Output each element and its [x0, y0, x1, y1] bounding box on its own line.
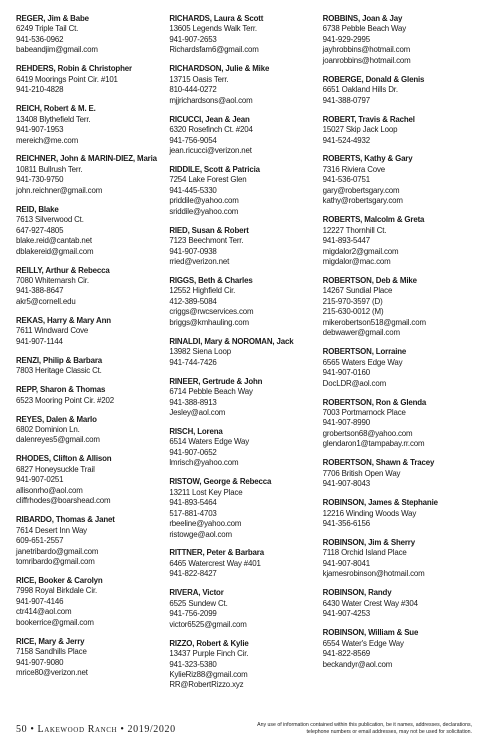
entry-name: REILLY, Arthur & Rebecca: [16, 265, 110, 275]
entry-phone: 941-210-4828: [16, 85, 64, 95]
entry-address: 6320 Rosefinch Ct. #204: [169, 125, 253, 135]
directory-listing: [16, 14, 472, 714]
entry-name: ROBERTSON, Lorraine: [322, 347, 407, 357]
directory-entry: [169, 115, 318, 157]
directory-entry: [323, 398, 472, 450]
entry-name: RIZZO, Robert & Kylie: [169, 638, 249, 648]
entry-email: mjjrichardsons@aol.com: [169, 95, 253, 105]
entry-address: 6249 Triple Tail Ct.: [16, 24, 79, 34]
entry-name: ROBERTSON, Deb & Mike: [322, 276, 417, 286]
entry-address: 6651 Oakland Hills Dr.: [322, 85, 398, 95]
directory-entry: [169, 165, 318, 217]
publication-name: Lakewood Ranch: [37, 724, 118, 735]
footer-disclaimer: Any use of information contained within this publication, be it names, addresses, declarations, telephone numbers or email addresses, may not be used for solicitation.: [257, 722, 472, 735]
entry-email: criggs@rwcservices.com: [169, 307, 254, 317]
directory-entry: [323, 347, 472, 389]
entry-name: RISCH, Lorena: [169, 426, 223, 436]
entry-phone: 941-756-9054: [169, 135, 217, 145]
entry-phone: 941-536-0751: [322, 175, 370, 185]
entry-name: REKAS, Harry & Mary Ann: [16, 315, 111, 325]
entry-address: 13211 Lost Key Place: [169, 487, 243, 497]
publication-year: 2019/2020: [127, 724, 176, 735]
entry-email: janetribardo@gmail.com: [16, 546, 99, 556]
directory-entry: [323, 276, 472, 339]
entry-name: ROBINSON, Randy: [322, 588, 392, 598]
entry-address: 7614 Desert Inn Way: [16, 525, 87, 535]
entry-address: 6419 Moorings Point Cir. #101: [16, 74, 118, 84]
entry-email: ristowge@aol.com: [169, 529, 232, 539]
entry-address: 6430 Water Crest Way #304: [322, 598, 418, 608]
entry-email: dalenreyes5@gmail.com: [16, 435, 100, 445]
entry-name: ROBINSON, James & Stephanie: [322, 498, 438, 508]
entry-phone: 941-907-4253: [322, 609, 370, 619]
entry-phone: 941-822-8569: [322, 649, 370, 659]
directory-entry: [323, 588, 472, 619]
entry-address: 12216 Winding Woods Way: [322, 508, 417, 518]
entry-email: lmrisch@yahoo.com: [169, 458, 239, 468]
entry-address: 6565 Waters Edge Way: [322, 357, 403, 367]
entry-email: DocLDR@aol.com: [322, 378, 387, 388]
entry-email: babeandjim@gmail.com: [16, 45, 98, 55]
entry-phone: 941-524-4932: [322, 135, 370, 145]
entry-phone: 941-893-5447: [322, 236, 370, 246]
entry-email: kathy@robertsgary.com: [322, 196, 403, 206]
directory-entry: [16, 316, 165, 347]
entry-address: 6514 Waters Edge Way: [169, 437, 250, 447]
entry-name: RICE, Booker & Carolyn: [16, 575, 103, 585]
entry-email: migdalor@mac.com: [322, 257, 391, 267]
entry-name: ROBINSON, Jim & Sherry: [322, 538, 415, 548]
entry-name: RIVERA, Victor: [169, 588, 224, 598]
entry-email: glendaron1@tampabay.rr.com: [322, 439, 425, 449]
entry-address: 13408 Blythefield Terr.: [16, 114, 91, 124]
entry-phone: 941-388-8647: [16, 286, 64, 296]
entry-address: 13605 Legends Walk Terr.: [169, 24, 257, 34]
directory-entry: [16, 205, 165, 257]
entry-name: ROBERGE, Donald & Glenis: [322, 74, 425, 84]
entry-email: dblakereid@gmail.com: [16, 246, 94, 256]
directory-entry: [169, 548, 318, 579]
directory-column-1: [16, 14, 165, 714]
entry-phone: 941-907-0652: [169, 447, 217, 457]
directory-entry: [169, 639, 318, 691]
entry-phone: 810-444-0272: [169, 85, 217, 95]
entry-address: 7123 Beechmont Terr.: [169, 236, 244, 246]
directory-entry: [169, 276, 318, 328]
entry-address: 7118 Orchid Island Place: [322, 548, 407, 558]
directory-entry: [16, 266, 165, 308]
directory-entry: [323, 75, 472, 106]
entry-phone: 941-388-8913: [169, 397, 217, 407]
entry-email: Richardsfam6@gmail.com: [169, 45, 259, 55]
directory-entry: [323, 14, 472, 66]
entry-email: akr5@cornell.edu: [16, 296, 76, 306]
entry-email: gary@robertsgary.com: [322, 185, 400, 195]
entry-email: rried@verizon.net: [169, 257, 230, 267]
entry-address: 7803 Heritage Classic Ct.: [16, 366, 102, 376]
directory-entry: [323, 458, 472, 489]
entry-phone: 941-907-0160: [322, 368, 370, 378]
entry-address: 6802 Dominion Ln.: [16, 425, 80, 434]
entry-email: beckandyr@aol.com: [322, 659, 393, 669]
entry-name: REYES, Dalen & Marlo: [16, 414, 97, 424]
entry-address: 12227 Thornhill Ct.: [322, 225, 387, 235]
entry-address: 13437 Purple Finch Cir.: [169, 649, 249, 659]
entry-address: 6827 Honeysuckle Trail: [16, 464, 95, 474]
entry-address: 6554 Water's Edge Way: [322, 638, 404, 648]
entry-name: RINEER, Gertrude & John: [169, 376, 263, 386]
directory-entry: [323, 628, 472, 670]
directory-entry: [16, 356, 165, 377]
directory-entry: [169, 427, 318, 469]
directory-entry: [169, 377, 318, 419]
entry-phone: 941-907-8990: [322, 418, 370, 428]
entry-address: 6465 Watercrest Way #401: [169, 558, 261, 568]
entry-phone: 941-730-9750: [16, 175, 64, 185]
directory-column-3: [319, 14, 472, 714]
directory-entry: [323, 215, 472, 267]
folio-separator: •: [120, 724, 125, 735]
entry-name: RENZI, Philip & Barbara: [16, 355, 102, 365]
entry-email: john.reichner@gmail.com: [16, 185, 103, 195]
entry-address: 6738 Pebble Beach Way: [322, 24, 407, 34]
entry-name: REGER, Jim & Babe: [16, 14, 89, 23]
entry-name: ROBERTS, Kathy & Gary: [322, 154, 413, 164]
entry-name: ROBERTSON, Shawn & Tracey: [322, 458, 435, 468]
entry-email: jayhrobbins@hotmail.com: [322, 45, 411, 55]
entry-phone: 941-907-0938: [169, 246, 217, 256]
entry-name: ROBERTS, Malcolm & Greta: [322, 215, 425, 225]
directory-entry: [169, 477, 318, 540]
entry-name: ROBINSON, William & Sue: [322, 628, 419, 638]
entry-phone: 941-893-5464: [169, 498, 217, 508]
entry-name: ROBBINS, Joan & Jay: [322, 14, 403, 23]
entry-email: jean.ricucci@verizon.net: [169, 145, 252, 155]
entry-address: 10811 Bullrush Terr.: [16, 164, 83, 174]
entry-address: 7158 Sandhills Place: [16, 647, 87, 657]
directory-entry: [16, 576, 165, 628]
directory-entry: [16, 454, 165, 506]
entry-phone: 941-907-9080: [16, 657, 64, 667]
entry-phone: 941-907-2653: [169, 34, 217, 44]
entry-phone: 941-744-7426: [169, 357, 217, 367]
entry-phone: 215-630-0012 (M): [322, 307, 384, 317]
entry-name: REICH, Robert & M. E.: [16, 104, 96, 114]
entry-phone: 941-756-2099: [169, 609, 217, 619]
entry-email: blake.reid@cantab.net: [16, 236, 92, 246]
entry-phone: 941-388-0797: [322, 95, 370, 105]
entry-email: tomribardo@gmail.com: [16, 556, 95, 566]
entry-address: 7998 Royal Birkdale Cir.: [16, 586, 98, 596]
entry-email: priddile@yahoo.com: [169, 196, 239, 206]
directory-entry: [16, 637, 165, 679]
directory-entry: [323, 154, 472, 206]
entry-address: 14267 Sundial Place: [322, 286, 393, 296]
entry-phone: 941-822-8427: [169, 569, 217, 579]
entry-email: mereich@me.com: [16, 135, 79, 145]
entry-phone: 941-929-2995: [322, 34, 370, 44]
entry-name: RISTOW, George & Rebecca: [169, 477, 272, 487]
directory-entry: [323, 498, 472, 529]
entry-name: RITTNER, Peter & Barbara: [169, 548, 264, 558]
entry-phone: 941-907-8043: [322, 479, 370, 489]
entry-name: RICHARDS, Laura & Scott: [169, 14, 264, 23]
entry-name: RIGGS, Beth & Charles: [169, 276, 253, 286]
directory-entry: [169, 588, 318, 630]
entry-name: REICHNER, John & MARIN-DIEZ, Maria: [16, 154, 157, 164]
directory-entry: [16, 104, 165, 146]
entry-email: mrice80@verizon.net: [16, 668, 88, 678]
directory-entry: [323, 538, 472, 580]
entry-email: victor6525@gmail.com: [169, 619, 247, 629]
entry-address: 7003 Portmarnock Place: [322, 408, 406, 417]
directory-entry: [169, 14, 318, 56]
entry-email: Jesley@aol.com: [169, 408, 226, 417]
entry-address: 7316 Riviera Cove: [322, 164, 386, 174]
entry-email: migdalor2@gmail.com: [322, 246, 399, 256]
entry-email: grobertson68@yahoo.com: [322, 428, 413, 438]
entry-email: ctr414@aol.com: [16, 607, 72, 617]
directory-entry: [169, 226, 318, 268]
entry-phone: 941-907-0251: [16, 475, 64, 485]
entry-phone: 941-356-6156: [322, 519, 370, 529]
entry-address: 7613 Silverwood Ct.: [16, 215, 84, 225]
entry-address: 7706 British Open Way: [322, 468, 401, 478]
entry-address: 6714 Pebble Beach Way: [169, 387, 253, 397]
entry-phone: 941-907-1144: [16, 336, 63, 346]
directory-column-2: [165, 14, 318, 714]
folio-separator: •: [30, 724, 35, 735]
entry-phone: 412-389-5084: [169, 296, 217, 306]
entry-email: rbeeline@yahoo.com: [169, 519, 242, 529]
entry-email: bookerrice@gmail.com: [16, 617, 94, 627]
entry-phone: 941-907-8041: [322, 558, 370, 568]
directory-entry: [16, 515, 165, 567]
directory-entry: [16, 385, 165, 406]
directory-entry: [16, 64, 165, 95]
entry-email: KylieRiz88@gmail.com: [169, 670, 248, 680]
directory-entry: [16, 154, 165, 196]
entry-address: 15027 Skip Jack Loop: [322, 125, 398, 135]
entry-phone: 647-927-4805: [16, 225, 64, 235]
entry-name: RIBARDO, Thomas & Janet: [16, 515, 115, 525]
entry-email: RR@RobertRizzo.xyz: [169, 680, 244, 690]
entry-address: 13982 Siena Loop: [169, 347, 231, 357]
directory-entry: [169, 337, 318, 368]
directory-entry: [169, 64, 318, 106]
entry-address: 7611 Windward Cove: [16, 326, 89, 336]
entry-address: 7254 Lake Forest Glen: [169, 175, 247, 185]
entry-name: RICE, Mary & Jerry: [16, 636, 85, 646]
entry-email: mikerobertson518@gmail.com: [322, 317, 426, 327]
entry-name: REPP, Sharon & Thomas: [16, 385, 106, 395]
entry-phone: 941-323-5380: [169, 659, 217, 669]
entry-phone: 941-445-5330: [169, 185, 217, 195]
entry-name: RIED, Susan & Robert: [169, 225, 249, 235]
entry-email: cliffrhodes@boarshead.com: [16, 496, 111, 506]
entry-phone: 215-970-3597 (D): [322, 296, 383, 306]
page-number: 50: [16, 724, 28, 735]
entry-email: joanrobbins@hotmail.com: [322, 55, 411, 65]
entry-name: ROBERTSON, Ron & Glenda: [322, 397, 427, 407]
entry-name: ROBERT, Travis & Rachel: [322, 114, 415, 124]
entry-email: debwawer@gmail.com: [322, 328, 400, 338]
entry-phone: 517-881-4703: [169, 508, 217, 518]
entry-address: 6525 Sundew Ct.: [169, 598, 228, 608]
entry-name: RHODES, Clifton & Allison: [16, 454, 112, 464]
directory-entry: [16, 415, 165, 446]
entry-address: 7080 Whitemarsh Cir.: [16, 276, 89, 286]
entry-address: 13715 Oasis Terr.: [169, 74, 229, 84]
entry-email: sriddile@yahoo.com: [169, 206, 239, 216]
entry-phone: 609-651-2557: [16, 536, 64, 546]
entry-name: RINALDI, Mary & NOROMAN, Jack: [169, 336, 294, 346]
footer-folio: [16, 722, 176, 735]
entry-email: allisonrho@aol.com: [16, 485, 83, 495]
directory-entry: [323, 115, 472, 146]
entry-phone: 941-536-0962: [16, 34, 64, 44]
entry-name: RICUCCI, Jean & Jean: [169, 114, 250, 124]
entry-email: kjamesrobinson@hotmail.com: [322, 569, 425, 579]
entry-address: 12552 Highfield Cir.: [169, 286, 236, 296]
entry-name: REHDERS, Robin & Christopher: [16, 64, 132, 74]
entry-email: briggs@kmhauling.com: [169, 317, 249, 327]
directory-entry: [16, 14, 165, 56]
entry-name: RICHARDSON, Julie & Mike: [169, 64, 270, 74]
entry-name: RIDDILE, Scott & Patricia: [169, 164, 260, 174]
entry-phone: 941-907-4146: [16, 596, 64, 606]
entry-name: REID, Blake: [16, 204, 59, 214]
entry-address: 6523 Mooring Point Cir. #202: [16, 395, 115, 405]
page-footer: [16, 722, 472, 736]
entry-phone: 941-907-1953: [16, 125, 64, 135]
